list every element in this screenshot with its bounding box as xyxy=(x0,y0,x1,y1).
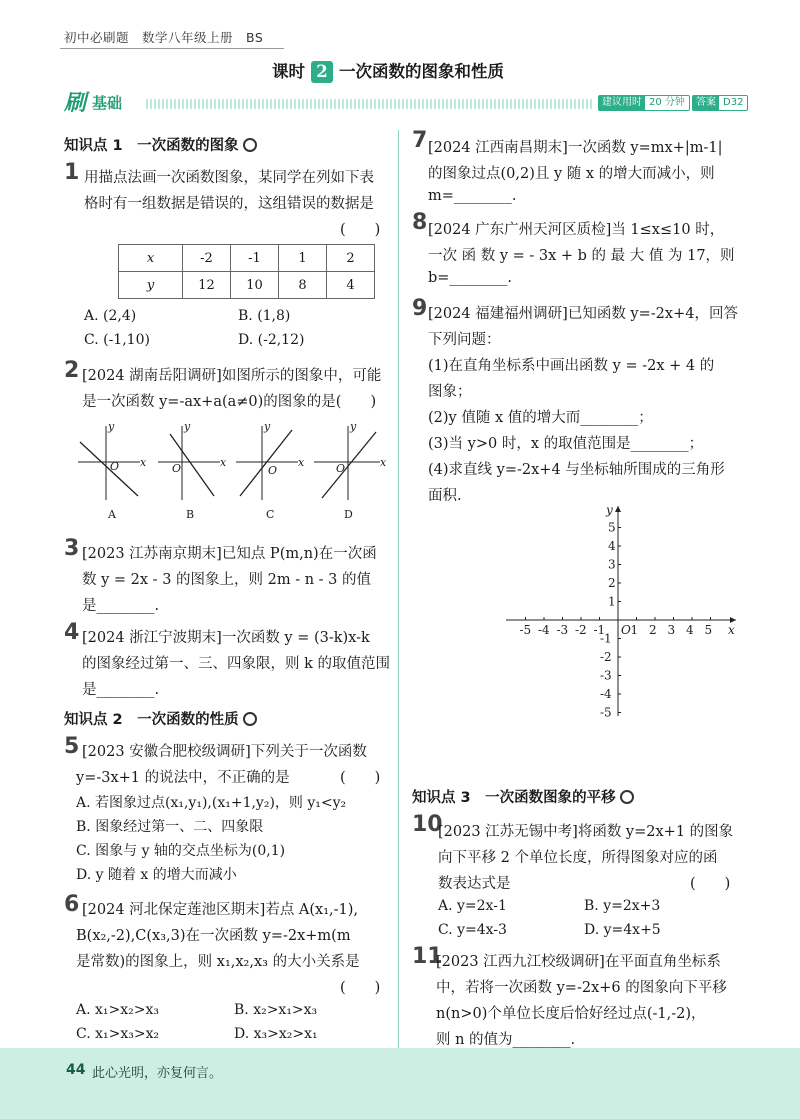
q10-answer-bracket: ( ) xyxy=(690,876,731,892)
y-tick-label: 5 xyxy=(608,520,616,535)
q9-part1-a: (1)在直角坐标系中画出函数 y = -2x + 4 的 xyxy=(428,358,715,374)
question-2-number: 2 xyxy=(64,358,80,383)
y-tick-label: -5 xyxy=(600,705,612,720)
table-row xyxy=(119,272,375,299)
q2-graph-options xyxy=(70,418,390,528)
answer-value: D32 xyxy=(718,95,748,111)
axis-y-label: y xyxy=(264,420,271,433)
section-2-label: 知识点 2 一次函数的性质 xyxy=(64,712,239,728)
table-cell: -2 xyxy=(183,245,231,272)
x-tick-label: -1 xyxy=(593,623,606,637)
q9-part1-b: 图象； xyxy=(428,384,472,400)
q6-option-b: B. x₂>x₁>x₃ xyxy=(234,1002,318,1018)
q3-line1: [2023 江苏南京期末]已知点 P(m,n)在一次函 xyxy=(82,546,377,562)
q10-line3: 数表达式是 xyxy=(438,876,511,892)
axis-x-label: x xyxy=(140,456,147,469)
lesson-title xyxy=(272,58,504,83)
origin-label: O xyxy=(268,464,278,477)
q6-answer-bracket: ( ) xyxy=(340,980,381,996)
q8-line2: 一次 函 数 y = - 3x + b 的 最 大 值 为 17，则 xyxy=(428,248,735,264)
origin-label: O xyxy=(172,462,182,475)
graph-a-label: A xyxy=(108,508,116,521)
section-3-label: 知识点 3 一次函数图象的平移 xyxy=(412,790,616,806)
y-tick-label: -4 xyxy=(600,687,612,701)
q3-line3: 是________. xyxy=(82,598,160,614)
q9-line1: [2024 福建福州调研]已知函数 y=-2x+4，回答 xyxy=(428,306,738,322)
axis-x-label: x xyxy=(728,623,735,637)
x-tick-label: 2 xyxy=(649,623,657,637)
pen-icon xyxy=(243,138,257,152)
q9-line2: 下列问题： xyxy=(428,332,501,348)
graph-b xyxy=(158,420,227,521)
q7-line3: m=________. xyxy=(428,188,517,204)
q10-option-a: A. y=2x-1 xyxy=(438,898,507,914)
q5-option-d: D. y 随着 x 的增大而减小 xyxy=(76,867,237,883)
q1-data-table xyxy=(118,244,375,299)
q2-line1: [2024 湖南岳阳调研]如图所示的图象中，可能 xyxy=(82,368,382,384)
graph-d xyxy=(314,420,387,521)
y-tick-label: -1 xyxy=(600,631,612,646)
q1-option-c: C. (-1,10) xyxy=(84,332,150,348)
banner-bar xyxy=(146,99,592,109)
q5-option-b: B. 图象经过第一、二、四象限 xyxy=(76,819,264,835)
graph-a xyxy=(78,420,147,521)
lesson-prefix: 课时 xyxy=(272,62,305,81)
q10-line2: 向下平移 2 个单位长度，所得图象对应的函 xyxy=(438,850,718,866)
table-cell: x xyxy=(119,245,183,272)
brush-sub-label: 基础 xyxy=(92,94,123,112)
q6-line3: 是常数)的图象上，则 x₁,x₂,x₃ 的大小关系是 xyxy=(76,954,360,970)
table-row xyxy=(119,245,375,272)
question-7-number: 7 xyxy=(412,128,428,153)
header-divider xyxy=(60,48,284,49)
y-tick-label: 2 xyxy=(608,576,616,590)
axis-y-label: y xyxy=(606,503,613,517)
book-header: 初中必刷题 数学八年级上册 BS xyxy=(64,30,264,45)
q1-line2: 格时有一组数据是错误的，这组错误的数据是 xyxy=(84,196,374,212)
graph-c xyxy=(236,420,305,521)
question-1-number: 1 xyxy=(64,160,80,185)
y-tick-label: -2 xyxy=(600,650,612,664)
table-cell: 4 xyxy=(327,272,375,299)
table-cell: 12 xyxy=(183,272,231,299)
table-cell: 2 xyxy=(327,245,375,272)
footer-motto: 此心光明，亦复何言。 xyxy=(92,1066,223,1081)
q3-line2: 数 y = 2x - 3 的图象上，则 2m - n - 3 的值 xyxy=(82,572,372,588)
q1-answer-bracket: ( ) xyxy=(340,222,381,238)
axis-y-label: y xyxy=(350,420,357,433)
origin-label: O xyxy=(621,623,631,637)
x-tick-label: -2 xyxy=(575,623,587,637)
lesson-number: 2 xyxy=(311,61,333,83)
question-8-number: 8 xyxy=(412,210,428,235)
question-6-number: 6 xyxy=(64,892,80,917)
q11-line1: [2023 江西九江校级调研]在平面直角坐标系 xyxy=(436,954,721,970)
column-divider xyxy=(398,130,399,1050)
table-cell: -1 xyxy=(231,245,279,272)
x-tick-label: -4 xyxy=(538,623,550,637)
q6-option-c: C. x₁>x₃>x₂ xyxy=(76,1026,160,1042)
table-cell: y xyxy=(119,272,183,299)
y-tick-label: -3 xyxy=(600,668,612,683)
q10-option-b: B. y=2x+3 xyxy=(584,898,661,914)
q6-option-a: A. x₁>x₂>x₃ xyxy=(76,1002,159,1018)
q9-coordinate-grid xyxy=(500,502,750,722)
q1-line1: 用描点法画一次函数图象，某同学在列如下表 xyxy=(84,170,374,186)
table-cell: 1 xyxy=(279,245,327,272)
x-tick-label: 1 xyxy=(630,623,639,637)
section-1-heading xyxy=(64,134,257,155)
table-cell: 8 xyxy=(279,272,327,299)
graph-b-label: B xyxy=(186,508,195,521)
origin-label: O xyxy=(110,460,120,473)
q2-line2: 是一次函数 y=-ax+a(a≠0)的图象的是( ) xyxy=(82,394,377,410)
axis-y-label: y xyxy=(108,420,115,433)
axis-x-label: x xyxy=(380,456,387,469)
question-5-number: 5 xyxy=(64,734,80,759)
answer-label: 答案 xyxy=(692,95,720,111)
y-tick-label: 4 xyxy=(608,539,616,553)
q1-option-a: A. (2,4) xyxy=(84,308,137,324)
axis-x-label: x xyxy=(298,456,305,469)
x-tick-label: 4 xyxy=(686,623,694,637)
q11-line2: 中，若将一次函数 y=-2x+6 的图象向下平移 xyxy=(436,980,727,996)
graph-c-label: C xyxy=(266,508,275,521)
q5-answer-bracket: ( ) xyxy=(340,770,381,786)
lesson-name: 一次函数的图象和性质 xyxy=(339,62,504,81)
question-4-number: 4 xyxy=(64,620,80,645)
y-axis-arrow xyxy=(615,506,621,512)
section-2-heading xyxy=(64,708,257,729)
q1-option-b: B. (1,8) xyxy=(238,308,291,324)
q9-part4-b: 面积. xyxy=(428,488,462,504)
q5-option-a: A. 若图象过点(x₁,y₁),(x₁+1,y₂)，则 y₁<y₂ xyxy=(76,795,347,811)
q5-line2: y=-3x+1 的说法中，不正确的是 xyxy=(76,770,290,786)
y-tick-label: 3 xyxy=(608,557,616,572)
page-number: 44 xyxy=(66,1062,86,1078)
q6-line2: B(x₂,-2),C(x₃,3)在一次函数 y=-2x+m(m xyxy=(76,928,351,944)
q9-part4-a: (4)求直线 y=-2x+4 与坐标轴所围成的三角形 xyxy=(428,462,725,478)
q9-part2: (2)y 值随 x 值的增大而________； xyxy=(428,410,653,426)
q5-line1: [2023 安徽合肥校级调研]下列关于一次函数 xyxy=(82,744,367,760)
q10-option-d: D. y=4x+5 xyxy=(584,922,661,938)
q8-line3: b=________. xyxy=(428,270,513,286)
q6-option-d: D. x₃>x₂>x₁ xyxy=(234,1026,318,1042)
axis-x-label: x xyxy=(220,456,227,469)
q11-line4: 则 n 的值为________. xyxy=(436,1032,576,1048)
q4-line1: [2024 浙江宁波期末]一次函数 y = (3-k)x-k xyxy=(82,630,370,646)
origin-label: O xyxy=(336,462,346,475)
x-tick-label: 5 xyxy=(704,623,713,637)
q9-part3: (3)当 y>0 时，x 的取值范围是________； xyxy=(428,436,704,452)
q1-option-d: D. (-2,12) xyxy=(238,332,305,348)
q7-line2: 的图象过点(0,2)且 y 随 x 的增大而减小，则 xyxy=(428,166,715,182)
time-value: 20 分钟 xyxy=(644,95,690,111)
q7-line1: [2024 江西南昌期末]一次函数 y=mx+|m-1| xyxy=(428,140,723,156)
section-3-heading xyxy=(412,786,634,807)
q11-line3: n(n>0)个单位长度后恰好经过点(-1,-2)， xyxy=(436,1006,706,1022)
pen-icon xyxy=(620,790,634,804)
brush-label: 刷 xyxy=(64,90,87,116)
section-1-label: 知识点 1 一次函数的图象 xyxy=(64,138,239,154)
q8-line1: [2024 广东广州天河区质检]当 1≤x≤10 时， xyxy=(428,222,725,238)
x-tick-label: -3 xyxy=(556,623,569,637)
footer-band xyxy=(0,1048,800,1119)
time-label: 建议用时 xyxy=(598,95,646,111)
q6-line1: [2024 河北保定莲池区期末]若点 A(x₁,-1), xyxy=(82,902,359,918)
question-10-number: 10 xyxy=(412,812,443,837)
question-11-number: 11 xyxy=(412,944,443,969)
question-3-number: 3 xyxy=(64,536,80,561)
axis-y-label: y xyxy=(184,420,191,433)
q10-line1: [2023 江苏无锡中考]将函数 y=2x+1 的图象 xyxy=(438,824,734,840)
question-9-number: 9 xyxy=(412,296,428,321)
table-cell: 10 xyxy=(231,272,279,299)
q4-line3: 是________. xyxy=(82,682,160,698)
y-tick-label: 1 xyxy=(608,594,616,609)
q10-option-c: C. y=4x-3 xyxy=(438,922,507,938)
graph-d-label: D xyxy=(344,508,353,521)
pen-icon xyxy=(243,712,257,726)
q4-line2: 的图象经过第一、三、四象限，则 k 的取值范围 xyxy=(82,656,391,672)
q5-option-c: C. 图象与 y 轴的交点坐标为(0,1) xyxy=(76,843,286,859)
x-tick-label: -5 xyxy=(519,623,532,637)
x-tick-label: 3 xyxy=(667,623,676,637)
